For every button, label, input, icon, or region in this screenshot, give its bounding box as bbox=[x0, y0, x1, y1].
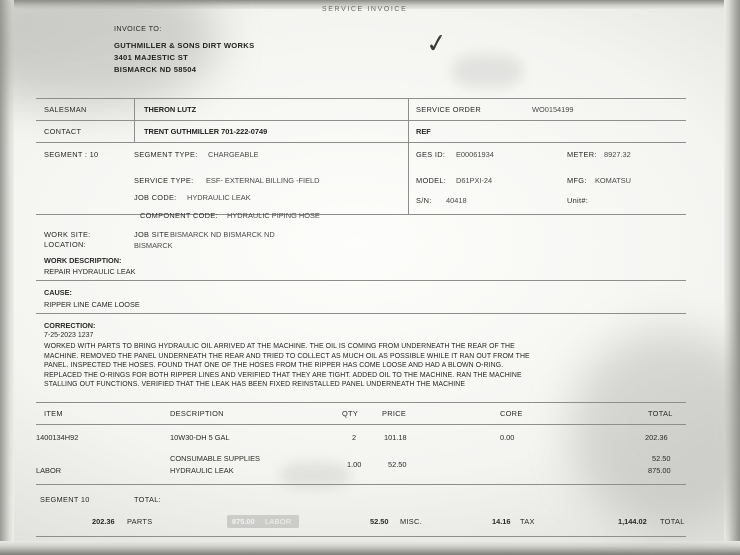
mfg-label: MFG: bbox=[567, 176, 587, 185]
misc-total-label: MISC. bbox=[400, 517, 423, 526]
column-header-price: PRICE bbox=[382, 409, 407, 418]
customer-name: GUTHMILLER & SONS DIRT WORKS bbox=[114, 41, 255, 50]
location-label: LOCATION: bbox=[44, 240, 86, 249]
grand-total-label: TOTAL bbox=[660, 517, 685, 526]
table-row: HYDRAULIC LEAK bbox=[170, 466, 234, 475]
model-label: MODEL: bbox=[416, 176, 447, 185]
job-code-label: JOB CODE: bbox=[134, 193, 177, 202]
table-row: 101.18 bbox=[384, 433, 407, 442]
meter-label: METER: bbox=[567, 150, 597, 159]
component-code-value: HYDRAULIC PIPING HOSE bbox=[227, 211, 320, 220]
invoice-page bbox=[22, 6, 722, 549]
work-description-text: REPAIR HYDRAULIC LEAK bbox=[44, 267, 136, 276]
cause-text: RIPPER LINE CAME LOOSE bbox=[44, 300, 140, 309]
tax-total-label: TAX bbox=[520, 517, 535, 526]
service-type-label: SERVICE TYPE: bbox=[134, 176, 194, 185]
job-site-label: JOB SITE bbox=[134, 230, 170, 239]
table-row: 52.50 bbox=[388, 460, 407, 469]
work-site-label: WORK SITE: bbox=[44, 230, 91, 239]
tax-total-value: 14.16 bbox=[492, 517, 511, 526]
segment-type-value: CHARGEABLE bbox=[208, 150, 259, 159]
correction-label: CORRECTION: bbox=[44, 321, 96, 330]
service-type-value: ESF- EXTERNAL BILLING -FIELD bbox=[206, 176, 320, 185]
column-header-item: ITEM bbox=[44, 409, 63, 418]
contact-value: TRENT GUTHMILLER 701-222-0749 bbox=[144, 127, 268, 136]
column-header-qty: QTY bbox=[342, 409, 359, 418]
column-header-core: CORE bbox=[500, 409, 523, 418]
table-row: 1400134H92 bbox=[36, 433, 79, 442]
correction-text bbox=[44, 342, 694, 390]
customer-address-block bbox=[114, 40, 254, 75]
cause-label: CAUSE: bbox=[44, 288, 72, 297]
correction-line: REPLACED THE O-RINGS FOR BOTH RIPPER LINES AND VERIFIED THAT THEY ARE TIGHT. ADDED OIL TO THE MACHINE. RAN THE MACHINE bbox=[44, 371, 522, 379]
misc-total-value: 52.50 bbox=[370, 517, 389, 526]
scan-artifact bbox=[452, 54, 522, 88]
labor-total-value: 875.00 bbox=[232, 517, 255, 526]
table-row: 52.50 bbox=[652, 454, 671, 463]
table-row: LABOR bbox=[36, 466, 62, 475]
table-row: 10W30-DH 5 GAL bbox=[170, 433, 230, 442]
labor-total-label: LABOR bbox=[265, 517, 292, 526]
parts-total-label: PARTS bbox=[127, 517, 153, 526]
correction-line: MACHINE. REMOVED THE PANEL UNDERNEATH THE REAR AND TRIED TO COLLECT AS MUCH OIL AS POSSIBLE WHILE IT RAN OUT FROM THE bbox=[44, 352, 530, 360]
grand-total-value: 1,144.02 bbox=[618, 517, 647, 526]
service-order-value: WO0154199 bbox=[532, 105, 574, 114]
table-row: 875.00 bbox=[648, 466, 671, 475]
service-order-label: SERVICE ORDER bbox=[416, 105, 481, 114]
component-code-label: COMPONENT CODE: bbox=[140, 211, 218, 220]
work-description-label: WORK DESCRIPTION: bbox=[44, 256, 122, 265]
job-site-value-2: BISMARCK bbox=[134, 241, 173, 250]
table-row: 1.00 bbox=[347, 460, 362, 469]
mfg-value: KOMATSU bbox=[595, 176, 631, 185]
serial-number-label: S/N: bbox=[416, 196, 432, 205]
invoice-to-label: INVOICE TO: bbox=[114, 24, 162, 33]
segment-label: SEGMENT : 10 bbox=[44, 150, 99, 159]
model-value: D61PXI-24 bbox=[456, 176, 493, 185]
column-header-total: TOTAL bbox=[648, 409, 673, 418]
segment-total-label: SEGMENT 10 bbox=[40, 495, 90, 504]
document-title: SERVICE INVOICE bbox=[322, 6, 408, 13]
correction-line: STALLING OUT FUNCTIONS. VERIFIED THAT THE LEAK HAS BEEN FIXED REINSTALLED PANEL UNDERNEATH THE MACHINE bbox=[44, 381, 466, 389]
ges-id-value: E00061934 bbox=[456, 150, 494, 159]
salesman-label: SALESMAN bbox=[44, 105, 87, 114]
customer-street: 3401 MAJESTIC ST bbox=[114, 52, 189, 62]
salesman-value: THERON LUTZ bbox=[144, 105, 197, 114]
column-header-description: DESCRIPTION bbox=[170, 409, 224, 418]
serial-number-value: 40418 bbox=[446, 196, 467, 205]
table-row: CONSUMABLE SUPPLIES bbox=[170, 454, 260, 463]
unit-number-label: Unit#: bbox=[567, 196, 589, 205]
correction-date: 7-25-2023 1237 bbox=[44, 332, 94, 339]
contact-label: CONTACT bbox=[44, 127, 82, 136]
customer-city-state-zip: BISMARCK ND 58504 bbox=[114, 64, 197, 74]
correction-line: PANEL. INSPECTED THE HOSES. FOUND THAT ONE OF THE HOSES FROM THE RIPPER HAS COME LOOSE AND HAD A BLOWN O-RING. bbox=[44, 362, 504, 370]
segment-type-label: SEGMENT TYPE: bbox=[134, 150, 198, 159]
correction-line: WORKED WITH PARTS TO BRING HYDRAULIC OIL ARRIVED AT THE MACHINE. THE OIL IS COMING FROM UNDERNEATH THE REAR OF THE bbox=[44, 343, 515, 350]
meter-value: 8927.32 bbox=[604, 150, 631, 159]
total-label: TOTAL: bbox=[134, 495, 161, 504]
ref-label: REF bbox=[416, 127, 431, 136]
handwritten-checkmark: ✓ bbox=[423, 27, 450, 60]
job-site-value: BISMARCK ND BISMARCK ND bbox=[170, 230, 275, 239]
parts-total-value: 202.36 bbox=[92, 517, 115, 526]
ges-id-label: GES ID: bbox=[416, 150, 446, 159]
table-row: 0.00 bbox=[500, 433, 515, 442]
table-row: 2 bbox=[352, 433, 357, 442]
table-row: 202.36 bbox=[645, 433, 668, 442]
job-code-value: HYDRAULIC LEAK bbox=[187, 193, 251, 202]
